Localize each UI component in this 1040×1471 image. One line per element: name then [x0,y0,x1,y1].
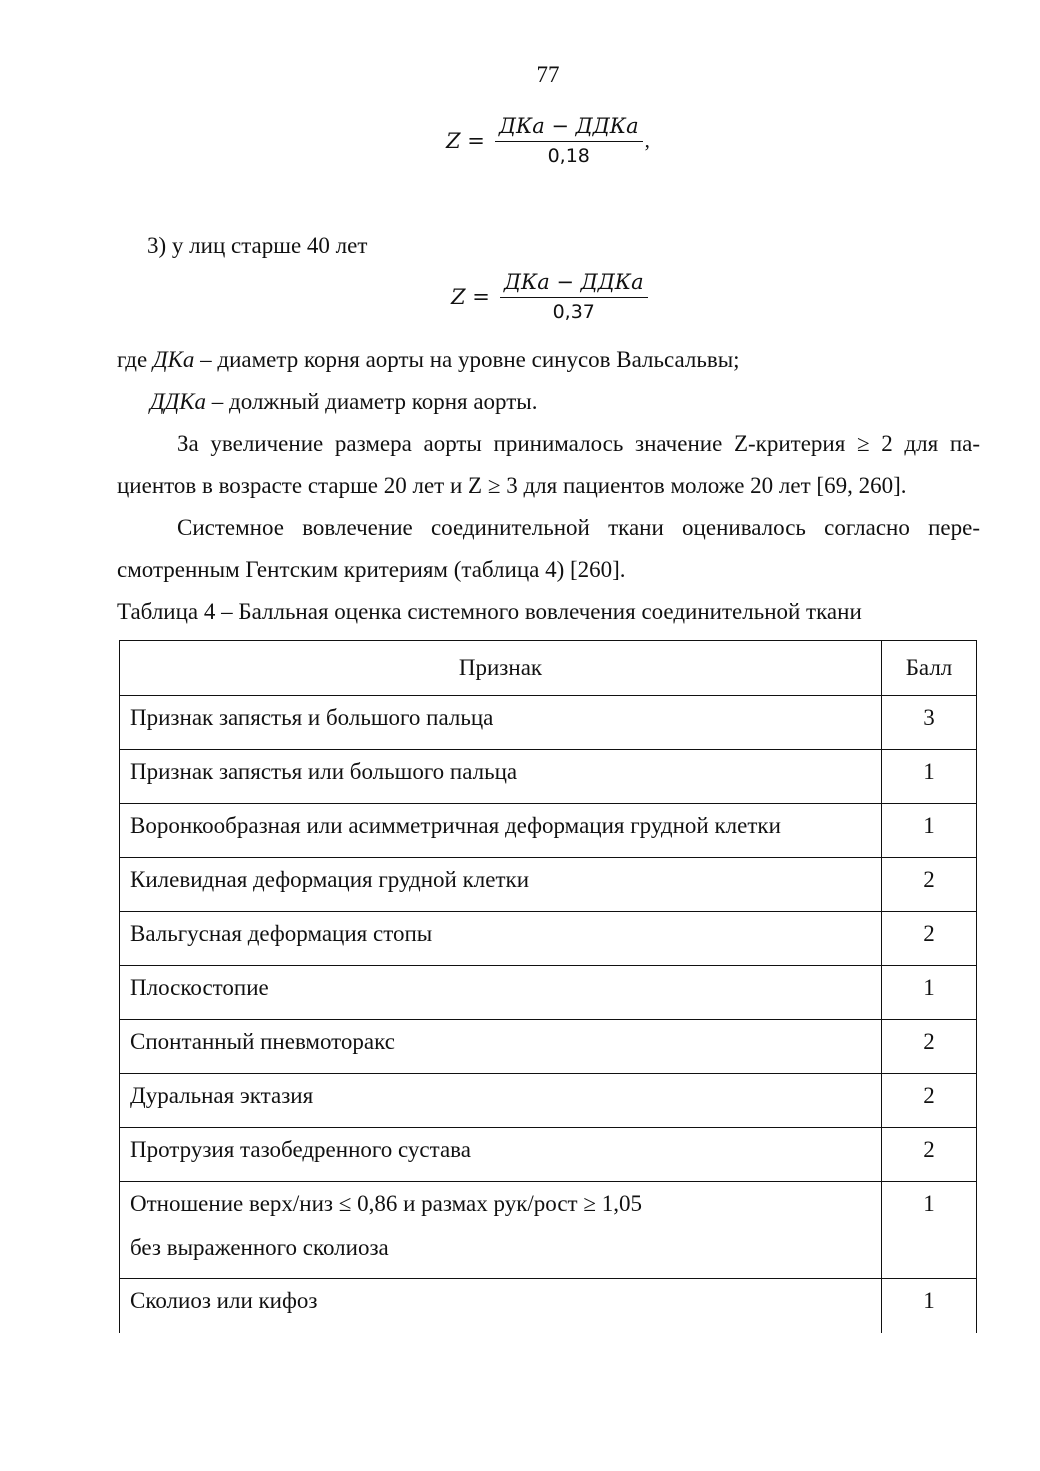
paragraph-2-line-1: Системное вовлечение соединительной ткани оценивалось согласно пере- [177,515,980,540]
term-ddka-definition: – должный диаметр корня аорты. [206,389,538,414]
feature-cell: Признак запястья или большого пальца [120,750,882,804]
table-row [120,750,977,804]
table-row [120,696,977,750]
score-cell: 2 [882,1020,977,1074]
term-dka-definition: – диаметр корня аорты на уровне синусов Вальсальвы; [194,347,740,372]
score-cell: 2 [882,912,977,966]
formula-denominator: 0,18 [547,145,590,167]
table-row [120,858,977,912]
score-cell: 2 [882,858,977,912]
feature-cell: Спонтанный пневмоторакс [120,1020,882,1074]
table-row [120,1074,977,1128]
score-cell: 1 [882,804,977,858]
header-score: Балл [882,641,977,696]
page-number: 77 [536,62,560,87]
paragraph-1-line-1: За увеличение размера аорты принималось значение Z-критерия ≥ 2 для па- [177,431,980,456]
table-row [120,804,977,858]
score-cell: 1 [882,1182,977,1279]
table-row [120,1182,977,1279]
term-ddka: ДДКа [150,389,207,414]
formula-numerator: ДКа − ДДКа [500,270,648,298]
table-caption: Таблица 4 – Балльная оценка системного вовлечения соединительной ткани [117,599,862,624]
score-cell: 1 [882,1279,977,1334]
feature-cell [120,1182,882,1279]
list-item-3: 3) у лиц старше 40 лет [147,233,368,258]
feature-cell: Плоскостопие [120,966,882,1020]
formula-lhs: Z = [446,128,485,153]
feature-cell: Килевидная деформация грудной клетки [120,858,882,912]
feature-cell: Протрузия тазобедренного сустава [120,1128,882,1182]
formula-z-018 [446,114,650,167]
paragraph-1-line-2: циентов в возрасте старше 20 лет и Z ≥ 3 для пациентов моложе 20 лет [69, 260]. [117,473,907,498]
feature-line-1: Отношение верх/низ ≤ 0,86 и размах рук/рост ≥ 1,05 [130,1191,642,1216]
formula-numerator: ДКа − ДДКа [495,114,643,142]
formula-comma: , [644,128,650,152]
where-prefix: где [117,347,153,372]
formula-lhs: Z = [451,284,490,309]
formula-denominator: 0,37 [552,301,595,323]
scoring-table [119,640,977,1333]
score-cell: 2 [882,1074,977,1128]
feature-line-2: без выраженного сколиоза [130,1235,389,1260]
where-line-2 [150,389,538,415]
table-row [120,1128,977,1182]
feature-cell: Дуральная эктазия [120,1074,882,1128]
table-row [120,1279,977,1334]
feature-cell: Вальгусная деформация стопы [120,912,882,966]
where-line-1 [117,347,740,373]
formula-z-037 [451,270,648,323]
formula-fraction [495,114,643,167]
score-cell: 2 [882,1128,977,1182]
table-row [120,1020,977,1074]
header-feature: Признак [120,641,882,696]
table-row [120,912,977,966]
score-cell: 1 [882,750,977,804]
score-cell: 3 [882,696,977,750]
paragraph-2-line-2: смотренным Гентским критериям (таблица 4) [260]. [117,557,626,582]
term-dka: ДКа [152,347,195,372]
feature-cell: Сколиоз или кифоз [120,1279,882,1334]
feature-cell: Признак запястья и большого пальца [120,696,882,750]
table-header-row [120,641,977,696]
feature-cell: Воронкообразная или асимметричная деформация грудной клетки [120,804,882,858]
formula-fraction [500,270,648,323]
table-row [120,966,977,1020]
score-cell: 1 [882,966,977,1020]
